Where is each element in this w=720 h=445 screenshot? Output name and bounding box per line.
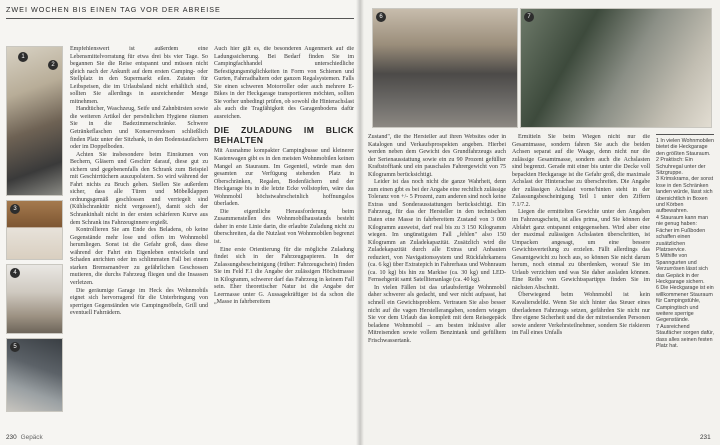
text-column-3 — [368, 134, 506, 434]
caption: 7 Ausreichend Staufächer sorgen dafür, dass alles seinen festen Platz hat. — [656, 323, 714, 349]
caption: 5 Mithilfe von Spanngurten und Verzurrösen lässt sich das Gepäck in der Heckgarage sichern. — [656, 253, 708, 285]
photo-marker: 5 — [10, 342, 20, 352]
subheading: DIE ZULADUNG IM BLICK BEHALTEN — [214, 125, 354, 145]
caption-rule — [656, 134, 714, 135]
photo-captions — [656, 134, 714, 434]
photo-marker: 4 — [10, 268, 20, 278]
photo-marker: 6 — [376, 12, 386, 22]
caption: 3 Krimskrams, der sonst lose in den Schränken landen würde, lässt sich übersichtlich in Boxen und Körben aufbewahren. — [656, 176, 714, 215]
paragraph: Auch hier gilt es, die besonderen Augenmerk auf die Ladungssicherung. Bei Bedarf finden Sie im Campingfachhandel unterschiedliche Befestigungsmöglichkeiten in Form von Schienen und Gurten, Fahrradhaltern oder ganzen Regalsystemen. Falls Sie einen schweren Motorroller oder auch mehrere E-Bikes in der Heckgarage transportieren möchten, sollten Sie vorher unbedingt prüfen, ob sowohl die Hinterachslast als auch die Tragfähigkeit des Garagenbodens dafür ausreichen. — [214, 46, 354, 120]
folio-label: Gepäck — [20, 434, 43, 441]
caption: 6 Die Heckgarage ist ein willkommener Stauraum für Campingstühle, Campingtisch und weitere sperrige Gegenstände. — [656, 285, 714, 324]
paragraph: Handtücher, Waschzeug, Seife und Zahnbürsten sowie die weiteren Artikel der persönlichen Hygiene räumen Sie in die Badezimmerschränke. Schwere Getränkeflaschen und Konservendosen schließlich finden Platz unter der Sitzbank, in den Bodenstaufächern oder im Doppelboden. — [70, 106, 208, 151]
text-column-1 — [70, 46, 208, 436]
paragraph: Überwiegend beim Wohnmobil ist kein Kavaliersdelikt. Wenn Sie sich hinter das Steuer eines überladenen Fahrzeugs setzen, gefährden Sie nicht nur Ihre eigene Sicherheit und die der mitreisenden Personen sowie anderer Verkehrsteilnehmer, sondern Sie riskieren im Fall eines Unfalls — [512, 292, 650, 337]
paragraph: Mit Ausnahme kompakter Campingbusse und kleinerer Kastenwagen gibt es in den meisten Wohnmobilen keinen Mangel an Stauraum. Im Gegenteil, würde man den gesamten zur Verfügung stehenden Platz in Oberschränken, Regalen, Bodenfächern und der Heckgarage bis in die letzte Ecke vollstopfen, wäre das Wohnmobil höchstwahrscheinlich hoffnungslos überladen. — [214, 148, 354, 208]
photo-marker: 1 — [18, 52, 28, 62]
running-head: ZWEI WOCHEN BIS EINEN TAG VOR DER ABREISE — [6, 5, 221, 14]
paragraph: Ermitteln Sie beim Wiegen nicht nur die Gesamtmasse, sondern fahren Sie auch die beiden Achsen separat auf die Waage, denn nicht nur die zulässige Gesamtmasse, sondern auch die Achslasten sind begrenzt. Gerade mit einer bis unter die Decke voll bepackten Heckgarage ist die Gefahr groß, die maximale Achslast der Hinterachse zu überschreiten. Die Angabe der zulässigen Achslast vorne/hinten steht in der Zulassungsbescheinigung Teil 1 unter den Ziffern 7.1/7.2. — [512, 134, 650, 208]
caption: 1 In vielen Wohnmobilen bietet die Heckgarage den größten Stauraum. — [656, 138, 714, 157]
text-column-2 — [214, 46, 354, 436]
paragraph: Kontrollieren Sie am Ende des Beladens, ob keine Gegenstände mehr lose und offen im Wohnmobil herumliegen. Sonst ist die Gefahr groß, dass diese während der Fahrt ein Eigenleben entwickeln und Schaden anrichten oder im schlimmsten Fall bei einem starken Bremsmanöver zu gefährlichen Geschossen mutieren, die durchs Fahrzeug fliegen und die Insassen verletzen. — [70, 227, 208, 286]
photo-marker: 2 — [48, 60, 58, 70]
folio-number: 230 — [6, 434, 17, 441]
page-number-right: 231 — [700, 434, 711, 441]
photo-spanngurte — [372, 8, 518, 128]
paragraph: Liegen die ermittelten Gewichte unter den Angaben im Fahrzeugschein, ist alles prima, und Sie können der Abfahrt ganz entspannt entgegensehen. Wird aber eine der maximal zulässigen Achslasten überschritten, ist Umpacken angesagt, um eine bessere Gewichtsverteilung zu erzielen. Fällt allerdings das Gesamtgewicht zu hoch aus, so können Sie nicht darum herum, noch einmal zu überdenken, worauf Sie im Urlaub verzichten und was Sie daher ausladen können. Eine Reihe von Gewichtsspartipps finden Sie im nächsten Abschnitt. — [512, 209, 650, 291]
photo-campingmoebel — [520, 8, 712, 128]
paragraph: Empfehlenswert ist außerdem eine Lebensmittelvorratung für etwa drei bis vier Tage. So begannen Sie die Reise entspannt und müssen nicht gleich nach der Ankunft auf dem ersten Camping- oder Stellplatz in den Supermarkt eilen. Zutaten für Leibspeisen, die im Urlaubsland nicht erhältlich sind, sollten Sie allerdings in ausreichender Menge mitnehmen. — [70, 46, 208, 105]
book-gutter — [356, 0, 364, 445]
paragraph: Die eigentliche Herausforderung beim Zusammenstellen des Wohnmobilhausstands besteht daher in erste Linie darin, die erlaubte Zuladung nicht zu überschreiten, da die Nutzlast von Wohnmobilen begrenzt ist. — [214, 208, 354, 246]
paragraph: Zustand", die the Hersteller auf ihren Websites oder in Katalogen und Verkaufsprospekten angeben. Hierbei werden neben dem Gewicht des Grundfahrzeugs auch der Serienausstattung sowie ein zu 90 Prozent gefüllter Kraftstofftank und ein pauschales Fahrergewicht von 75 Kilogramm berücksichtigt. — [368, 134, 506, 178]
paragraph: Die geräumige Garage im Heck des Wohnmobils eignet sich hervorragend für die Unterbringung von sperrigen Gegenständen wie Campingmöbeln, Grill und eventuell Fahrrädern. — [70, 287, 208, 317]
photo-marker: 7 — [524, 12, 534, 22]
caption: 4 Stauraum kann man nie genug haben: Fächer im Fußboden schaffen einen zusätzlichen Platzservice. — [656, 214, 709, 253]
paragraph: In vielen Fällen ist das urlaubsfertige Wohnmobil daher schwerer als gedacht, und wer nicht aufpasst, hat schnell ein Gewichtsproblem. Vertrauen Sie also besser nicht auf die vagen Herstellerangaben, sondern wiegen Sie vor dem Urlaub das komplett mit dem Reisegepäck beladene Wohnmobil – am besten inklusive aller Mitreisenden sowie vollem Benzintank und gefülltem Frischwassertank. — [368, 284, 506, 344]
page-number-left — [6, 434, 43, 441]
header-rule — [6, 18, 354, 19]
paragraph: Achten Sie insbesondere beim Einräumen von Bechern, Gläsern und Geschirr darauf, diese gut zu sichern und gegebenenfalls den Schrank zum Beispiel mit Geschirrtüchern auszupolstern. So wird während der Fahrt nichts zu Bruch gehen. Stellen Sie außerdem sicher, dass alle Türen und Möbelklappen ordnungsgemäß geschlossen und verriegelt sind (Kühlschranktür nicht vergessen!), damit sich der Schrankinhalt nicht in der ersten schärferen Kurve aus dem Schrank ins Fahrzeuginnere ergießt. — [70, 151, 208, 226]
paragraph: Leider ist das noch nicht die ganze Wahrheit, denn zum einen gibt es bei der Angabe eine rechtlich zulässige Toleranz von +/- 5 Prozent, zum anderen sind noch keine Extras und Sonderausstattungen berücksichtigt. Ein Fahrzeug, für das der Hersteller in den technischen Daten eine Masse in fahrbereitem Zustand von 3 000 Kilogramm ausweist, darf real bis zu 3 150 Kilogramm wiegen. Im ungünstigsten Fall „fehlen" also 150 Kilogramm an Zuladekapazität. Zusätzlich wird die Zuladekapazität durch alle Extras und Anbauten reduziert, von Navigationssystem und Rückfahrkamera (ca. 6 kg) über Extratepich in Fahrerhaus und Wohnraum (ca. 10 kg) bis hin zu Markise (ca. 30 kg) und LED-Fernsehgerät samt Satellitenanlage (ca. 40 kg). — [368, 179, 506, 284]
caption: 2 Praktisch: Ein Schuhregal unter der Sitzgruppe. — [656, 157, 706, 177]
paragraph: Eine erste Orientierung für die mögliche Zuladung findet sich in der Fahrzeugpapieren. In der Zulassungsbescheinigung (früher: Fahrzeugschein) finden Sie im Feld F.1 die Angabe der zulässigen Höchstmasse in Kilogramm, schwerer darf das Fahrzeug in keinem Fall sein. Eher theoretischer Natur ist die Angabe der Leermasse unter G. Aussagekräftiger ist da schon die „Masse in fahrbereitem — [214, 246, 354, 306]
text-column-4 — [512, 134, 650, 434]
photo-marker: 3 — [10, 204, 20, 214]
